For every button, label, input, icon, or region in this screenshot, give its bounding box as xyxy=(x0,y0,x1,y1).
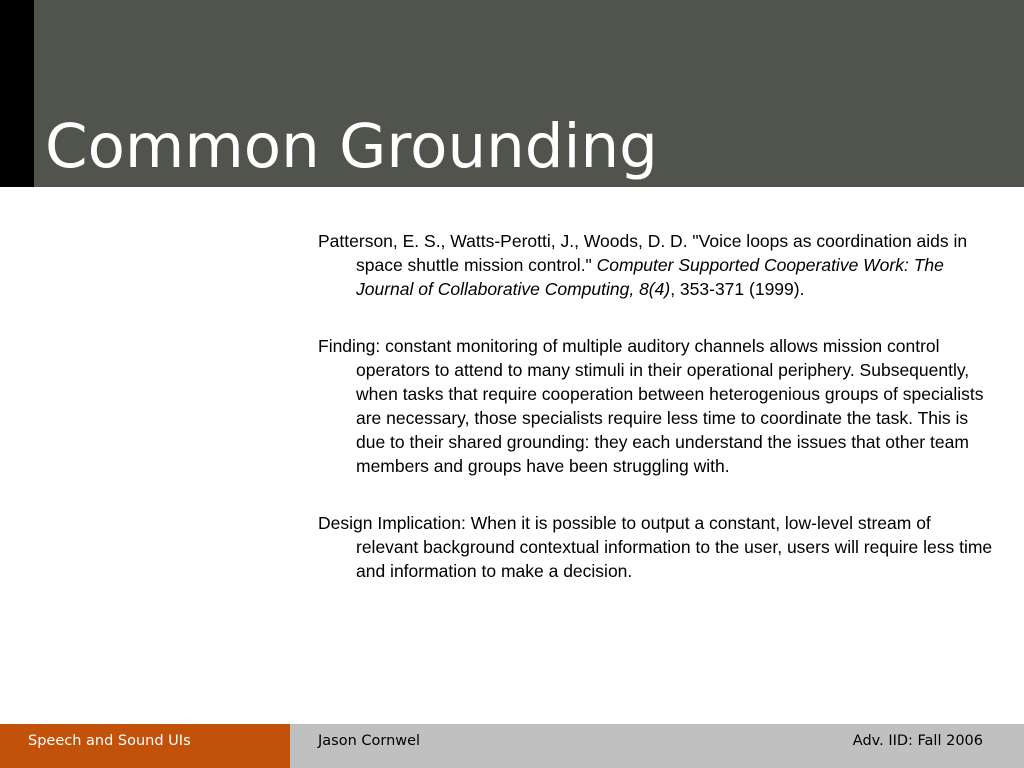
citation-pages-year: , 353-371 (1999). xyxy=(670,279,805,299)
title-accent-stripe xyxy=(0,0,34,187)
citation-authors-title: Patterson, E. S., Watts-Perotti, J., Woods, D. D. "Voice loops as coordination aids in space shuttle mission control." xyxy=(318,231,968,275)
finding-paragraph: Finding: constant monitoring of multiple auditory channels allows mission control operators to attend to many stimuli in their operational periphery. Subsequently, when tasks that require cooperation between heterogenious groups of specialists are necessary, those specialists require less time to coordinate the task. This is due to their shared grounding: they each understand the issues that other team members and groups have been struggling with. xyxy=(318,336,984,476)
citation-journal: Computer Supported Cooperative Work: The Journal of Collaborative Computing, 8(4) xyxy=(356,255,944,299)
footer-author: Jason Cornwel xyxy=(318,733,421,749)
citation-paragraph xyxy=(318,229,993,301)
footer-date: Adv. IID: Fall 2006 xyxy=(852,733,983,749)
design-implication-paragraph: Design Implication: When it is possible to output a constant, low-level stream of relevant background contextual information to the user, users will require less time and information to make a decision. xyxy=(318,513,993,581)
footer-bar xyxy=(0,724,1024,768)
footer-course-name: Speech and Sound UIs xyxy=(28,733,191,749)
slide-body xyxy=(318,229,993,616)
title-bar xyxy=(0,0,1024,187)
slide-title: Common Grounding xyxy=(45,111,658,182)
